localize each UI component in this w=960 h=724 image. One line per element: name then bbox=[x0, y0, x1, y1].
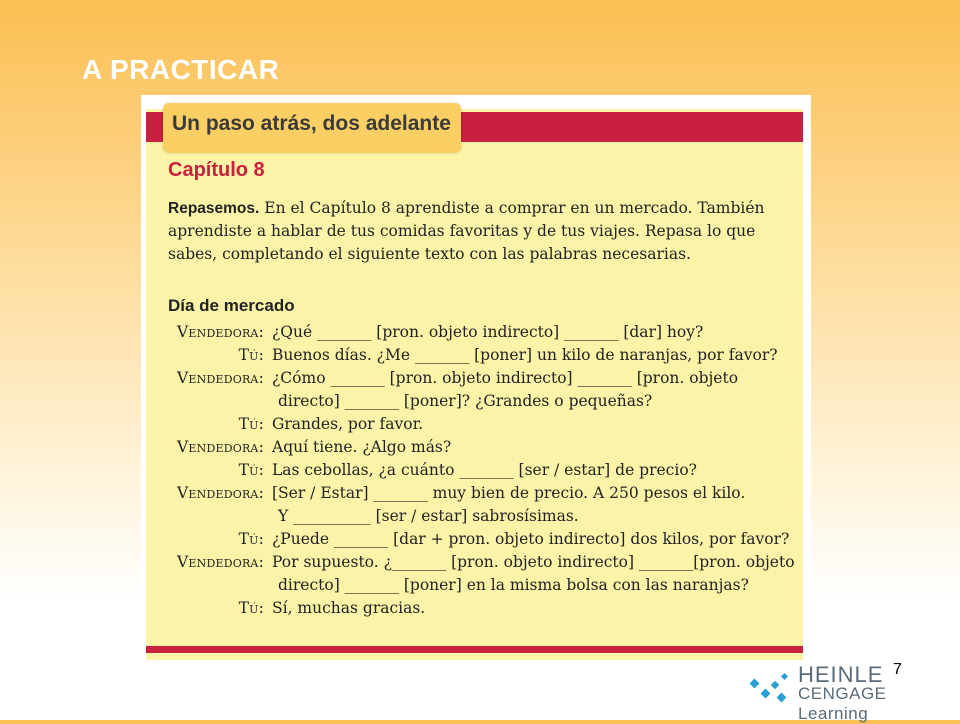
section-heading: Día de mercado bbox=[168, 296, 295, 315]
speaker-label: Tú: bbox=[238, 461, 264, 479]
intro-paragraph bbox=[168, 197, 778, 266]
dialogue-text: directo] _______ [poner] en la misma bolsa con las naranjas? bbox=[278, 576, 749, 594]
dialogue-line bbox=[146, 390, 803, 413]
banner-title: Un paso atrás, dos adelante bbox=[172, 112, 451, 135]
speaker-label: Vendedora: bbox=[177, 484, 264, 502]
speaker-label: Tú: bbox=[238, 599, 264, 617]
intro-bold: Repasemos. bbox=[168, 200, 260, 217]
dialogue-text: Grandes, por favor. bbox=[272, 415, 424, 433]
dialogue-line bbox=[146, 574, 803, 597]
dialogue-line bbox=[146, 482, 803, 505]
page-number: 7 bbox=[893, 661, 902, 678]
dialogue-line bbox=[146, 367, 803, 390]
dialogue-line bbox=[146, 528, 803, 551]
dialogue-line bbox=[146, 344, 803, 367]
intro-text: En el Capítulo 8 aprendiste a comprar en un mercado. También aprendiste a hablar de tus comidas favoritas y de tus viajes. Repasa lo que sabes, completando el siguiente texto con las palabras necesarias. bbox=[168, 199, 765, 263]
dialogue-text: Buenos días. ¿Me _______ [poner] un kilo de naranjas, por favor? bbox=[272, 346, 778, 364]
logo-heinle: HEINLE bbox=[798, 662, 884, 687]
dialogue-text: ¿Qué _______ [pron. objeto indirecto] _______ [dar] hoy? bbox=[272, 323, 704, 341]
dialogue-line bbox=[146, 597, 803, 620]
dialogue-text: ¿Cómo _______ [pron. objeto indirecto] _______ [pron. objeto bbox=[272, 369, 739, 387]
logo-cengage: CENGAGE Learning bbox=[798, 684, 887, 723]
publisher-logo bbox=[748, 662, 948, 723]
speaker-label: Tú: bbox=[238, 530, 264, 548]
dialogue-text: Sí, muchas gracias. bbox=[272, 599, 426, 617]
dialogue bbox=[146, 321, 803, 620]
dialogue-text: Aquí tiene. ¿Algo más? bbox=[272, 438, 452, 456]
slide-title: A PRACTICAR bbox=[82, 54, 280, 85]
textbook-page bbox=[146, 109, 803, 660]
dialogue-line bbox=[146, 551, 803, 574]
dialogue-text: Por supuesto. ¿_______ [pron. objeto indirecto] _______[pron. objeto bbox=[272, 553, 795, 571]
textbook-excerpt bbox=[141, 95, 811, 665]
speaker-label: Vendedora: bbox=[177, 438, 264, 456]
dialogue-text: [Ser / Estar] _______ muy bien de precio. A 250 pesos el kilo. bbox=[272, 484, 746, 502]
dialogue-text: ¿Puede _______ [dar + pron. objeto indirecto] dos kilos, por favor? bbox=[272, 530, 790, 548]
dialogue-line bbox=[146, 321, 803, 344]
dialogue-text: Las cebollas, ¿a cuánto _______ [ser / estar] de precio? bbox=[272, 461, 697, 479]
speaker-label: Vendedora: bbox=[177, 553, 264, 571]
dialogue-line bbox=[146, 505, 803, 528]
chapter-heading: Capítulo 8 bbox=[168, 159, 265, 181]
dialogue-line bbox=[146, 436, 803, 459]
speaker-label: Tú: bbox=[238, 415, 264, 433]
dialogue-text: Y __________ [ser / estar] sabrosísimas. bbox=[278, 507, 579, 525]
logo-mark-icon bbox=[748, 670, 794, 710]
speaker-label: Vendedora: bbox=[177, 369, 264, 387]
speaker-label: Tú: bbox=[238, 346, 264, 364]
speaker-label: Vendedora: bbox=[177, 323, 264, 341]
dialogue-line bbox=[146, 413, 803, 436]
dialogue-text: directo] _______ [poner]? ¿Grandes o pequeñas? bbox=[278, 392, 653, 410]
dialogue-line bbox=[146, 459, 803, 482]
bottom-bar bbox=[146, 646, 803, 653]
banner-tab bbox=[163, 103, 461, 153]
